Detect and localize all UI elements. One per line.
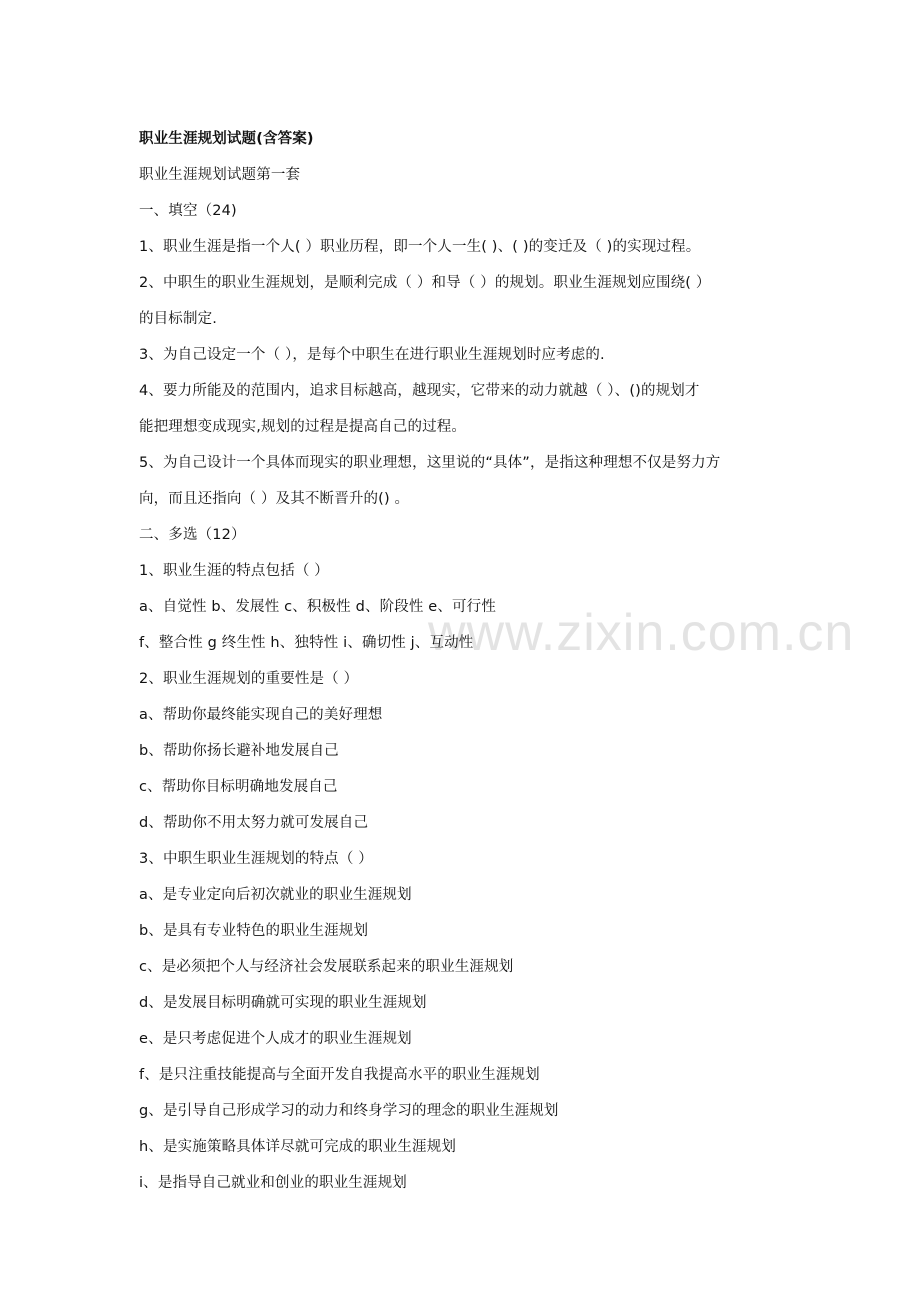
option-line: a、是专业定向后初次就业的职业生涯规划 [139,887,412,903]
question-line: 3、为自己设定一个（ ），是每个中职生在进行职业生涯规划时应考虑的. [139,347,605,363]
option-line: d、帮助你不用太努力就可发展自己 [139,815,369,831]
option-line: a、帮助你最终能实现自己的美好理想 [139,707,383,723]
option-line: c、帮助你目标明确地发展自己 [139,779,338,795]
option-line: a、自觉性 b、发展性 c、积极性 d、阶段性 e、可行性 [139,599,496,615]
option-line: f、是只注重技能提高与全面开发自我提高水平的职业生涯规划 [139,1067,540,1083]
option-line: h、是实施策略具体详尽就可完成的职业生涯规划 [139,1139,456,1155]
section-heading-multiple-choice: 二、多选（12） [139,527,246,543]
question-line: 4、要力所能及的范围内，追求目标越高，越现实，它带来的动力就越（ ）、()的规划才 [139,383,700,399]
option-line: b、帮助你扬长避补地发展自己 [139,743,339,759]
option-line: e、是只考虑促进个人成才的职业生涯规划 [139,1031,412,1047]
question-line: 2、职业生涯规划的重要性是（ ） [139,671,359,687]
document-body [139,121,789,1201]
question-line: 向，而且还指向（ ）及其不断晋升的() 。 [139,491,410,507]
document-subtitle: 职业生涯规划试题第一套 [139,167,301,183]
question-line: 能把理想变成现实,规划的过程是提高自己的过程。 [139,419,467,435]
option-line: f、整合性 g 终生性 h、独特性 i、确切性 j、互动性 [139,635,474,651]
option-line: b、是具有专业特色的职业生涯规划 [139,923,369,939]
question-line: 3、中职生职业生涯规划的特点（ ） [139,851,373,867]
section-heading-fill-blank: 一、填空（24) [139,203,237,219]
option-line: c、是必须把个人与经济社会发展联系起来的职业生涯规划 [139,959,514,975]
question-line: 5、为自己设计一个具体而现实的职业理想，这里说的“具体”，是指这种理想不仅是努力方 [139,455,721,471]
question-line: 的目标制定. [139,311,218,327]
watermark: www.zixin.com.cn [428,604,855,662]
question-line: 2、中职生的职业生涯规划，是顺利完成（ ）和导（ ）的规划。职业生涯规划应围绕( ） [139,275,711,291]
option-line: d、是发展目标明确就可实现的职业生涯规划 [139,995,427,1011]
question-line: 1、职业生涯的特点包括（ ） [139,563,329,579]
question-line: 1、职业生涯是指一个人( ）职业历程，即一个人一生( )、( )的变迁及（ )的实现过程。 [139,239,701,255]
option-line: g、是引导自己形成学习的动力和终身学习的理念的职业生涯规划 [139,1103,559,1119]
option-line: i、是指导自己就业和创业的职业生涯规划 [139,1175,407,1191]
document-title: 职业生涯规划试题(含答案) [139,131,314,147]
